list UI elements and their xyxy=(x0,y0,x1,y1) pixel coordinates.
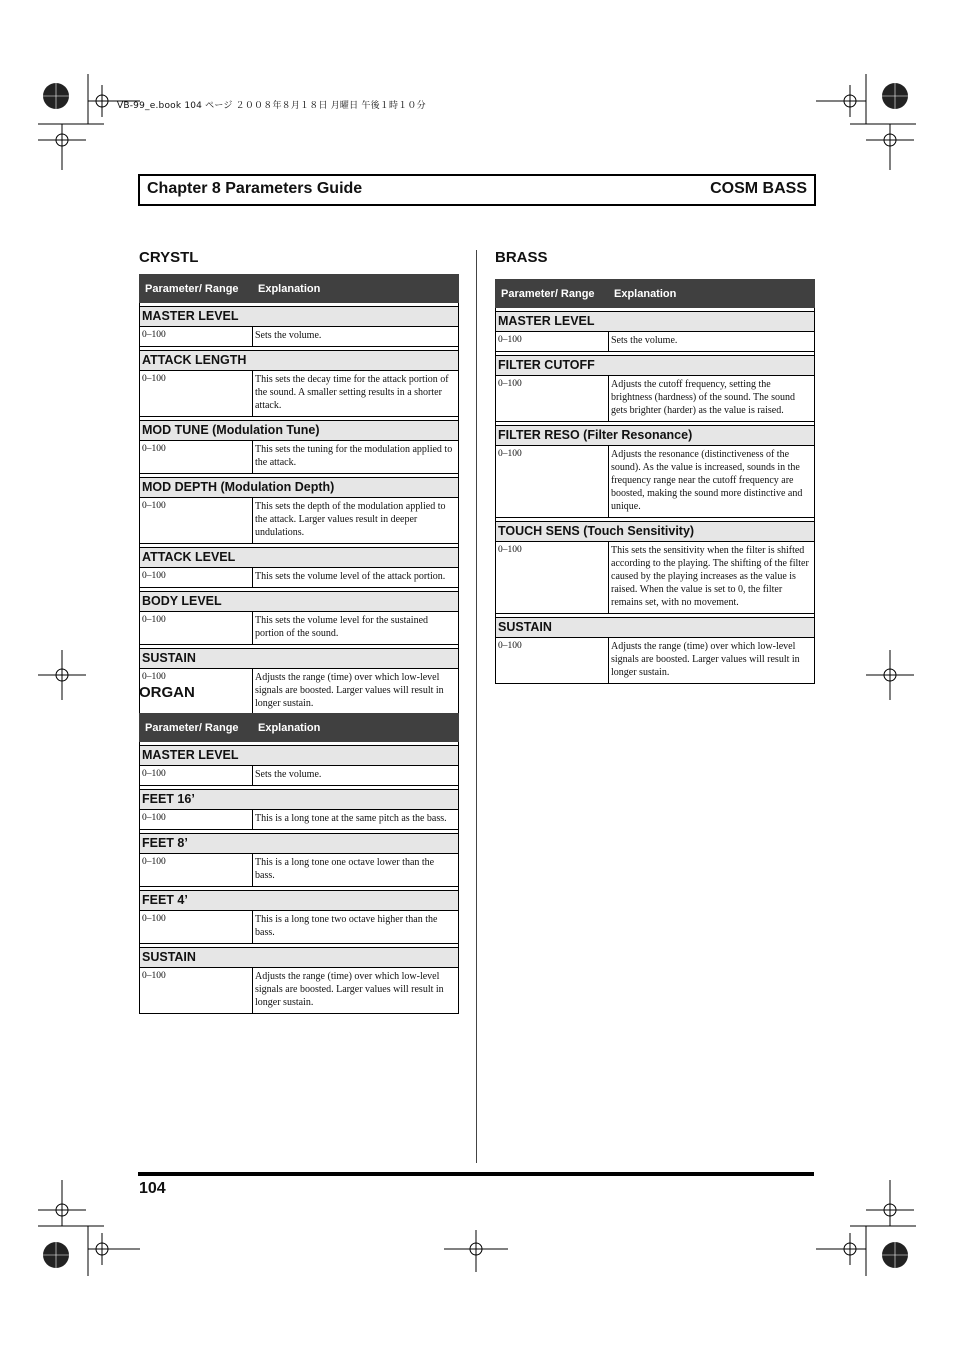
parameter-row xyxy=(140,891,459,911)
value-row xyxy=(140,441,459,474)
parameter-row xyxy=(496,312,815,332)
value-row xyxy=(140,371,459,417)
parameter-row xyxy=(140,421,459,441)
chapter-title: Chapter 8 Parameters Guide xyxy=(147,180,363,197)
parameter-row xyxy=(140,478,459,498)
header-param-range: Parameter/ Range xyxy=(496,280,609,308)
header-explanation: Explanation xyxy=(609,280,815,308)
parameter-row xyxy=(140,307,459,327)
organ-table xyxy=(139,713,459,1014)
parameter-range: 0–100 xyxy=(140,854,253,887)
parameter-range: 0–100 xyxy=(140,669,253,715)
parameter-name: ATTACK LEVEL xyxy=(140,548,459,568)
parameter-name: TOUCH SENS (Touch Sensitivity) xyxy=(496,522,815,542)
parameter-range: 0–100 xyxy=(140,612,253,645)
parameter-row xyxy=(140,834,459,854)
parameter-row xyxy=(140,790,459,810)
parameter-name: MASTER LEVEL xyxy=(496,312,815,332)
value-row xyxy=(140,968,459,1014)
parameter-explanation: Adjusts the resonance (distinctiveness of the sound). As the value is increased, sounds in the frequency range near the cutoff frequency are boosted, making the sound more distinctive and unique. xyxy=(609,446,815,518)
parameter-row xyxy=(140,351,459,371)
parameter-explanation: This sets the sensitivity when the filter is shifted according to the playing. The shifting of the filter caused by the playing increases as the value is raised. When the value is set to 0, the filter remains set, with no movement. xyxy=(609,542,815,614)
parameter-range: 0–100 xyxy=(140,498,253,544)
parameter-explanation: This is a long tone two octave higher than the bass. xyxy=(253,911,459,944)
crystl-table xyxy=(139,274,459,715)
parameter-explanation: This sets the depth of the modulation applied to the attack. Larger values result in deeper undulations. xyxy=(253,498,459,544)
parameter-row xyxy=(496,522,815,542)
parameter-name: ATTACK LENGTH xyxy=(140,351,459,371)
parameter-range: 0–100 xyxy=(140,766,253,786)
parameter-row xyxy=(496,356,815,376)
parameter-row xyxy=(140,548,459,568)
parameter-explanation: This sets the volume level of the attack portion. xyxy=(253,568,459,588)
parameter-row xyxy=(496,618,815,638)
parameter-range: 0–100 xyxy=(140,441,253,474)
value-row xyxy=(496,446,815,518)
crystl-heading: CRYSTL xyxy=(139,249,199,266)
parameter-name: FEET 8’ xyxy=(140,834,459,854)
header-explanation: Explanation xyxy=(253,714,459,742)
parameter-explanation: Adjusts the range (time) over which low-level signals are boosted. Larger values will result in longer sustain. xyxy=(253,968,459,1014)
footer-rule xyxy=(138,1172,814,1176)
parameter-explanation: Adjusts the cutoff frequency, setting the brightness (hardness) of the sound. The sound gets brighter (harder) as the value is raised. xyxy=(609,376,815,422)
file-label: VB-99_e.book 104 ページ ２００８年８月１８日 月曜日 午後１時１０分 xyxy=(117,101,426,111)
value-row xyxy=(496,376,815,422)
parameter-name: SUSTAIN xyxy=(496,618,815,638)
header-param-range: Parameter/ Range xyxy=(140,714,253,742)
value-row xyxy=(496,542,815,614)
value-row xyxy=(140,568,459,588)
value-row xyxy=(140,612,459,645)
parameter-name: MOD DEPTH (Modulation Depth) xyxy=(140,478,459,498)
parameter-explanation: This is a long tone one octave lower than the bass. xyxy=(253,854,459,887)
value-row xyxy=(140,766,459,786)
parameter-name: MASTER LEVEL xyxy=(140,746,459,766)
parameter-explanation: Sets the volume. xyxy=(253,327,459,347)
brass-heading: BRASS xyxy=(495,249,548,266)
page-number: 104 xyxy=(139,1180,166,1197)
parameter-row xyxy=(140,746,459,766)
parameter-range: 0–100 xyxy=(140,968,253,1014)
parameter-explanation: This sets the tuning for the modulation applied to the attack. xyxy=(253,441,459,474)
header-explanation: Explanation xyxy=(253,275,459,303)
parameter-row xyxy=(140,592,459,612)
parameter-name: FILTER CUTOFF xyxy=(496,356,815,376)
parameter-explanation: Sets the volume. xyxy=(609,332,815,352)
parameter-name: BODY LEVEL xyxy=(140,592,459,612)
parameter-explanation: Adjusts the range (time) over which low-level signals are boosted. Larger values will result in longer sustain. xyxy=(253,669,459,715)
parameter-range: 0–100 xyxy=(496,446,609,518)
parameter-range: 0–100 xyxy=(496,542,609,614)
parameter-name: FEET 16’ xyxy=(140,790,459,810)
parameter-name: FILTER RESO (Filter Resonance) xyxy=(496,426,815,446)
chapter-header xyxy=(138,174,816,206)
column-divider xyxy=(476,250,477,1163)
value-row xyxy=(140,911,459,944)
brass-table xyxy=(495,279,815,684)
section-title: COSM BASS xyxy=(710,180,807,197)
value-row xyxy=(140,498,459,544)
parameter-range: 0–100 xyxy=(496,332,609,352)
parameter-range: 0–100 xyxy=(140,810,253,830)
parameter-explanation: This sets the volume level for the sustained portion of the sound. xyxy=(253,612,459,645)
organ-heading: ORGAN xyxy=(139,684,195,701)
parameter-row xyxy=(140,649,459,669)
parameter-range: 0–100 xyxy=(140,911,253,944)
parameter-range: 0–100 xyxy=(140,568,253,588)
parameter-explanation: Adjusts the range (time) over which low-level signals are boosted. Larger values will result in longer sustain. xyxy=(609,638,815,684)
parameter-range: 0–100 xyxy=(140,371,253,417)
parameter-name: SUSTAIN xyxy=(140,649,459,669)
parameter-range: 0–100 xyxy=(496,376,609,422)
value-row xyxy=(140,810,459,830)
table-header-row xyxy=(496,280,815,308)
parameter-explanation: Sets the volume. xyxy=(253,766,459,786)
parameter-row xyxy=(140,948,459,968)
parameter-row xyxy=(496,426,815,446)
table-header-row xyxy=(140,275,459,303)
parameter-name: MOD TUNE (Modulation Tune) xyxy=(140,421,459,441)
parameter-explanation: This sets the decay time for the attack portion of the sound. A smaller setting results in a shorter attack. xyxy=(253,371,459,417)
value-row xyxy=(140,854,459,887)
value-row xyxy=(140,327,459,347)
value-row xyxy=(496,638,815,684)
value-row xyxy=(496,332,815,352)
parameter-range: 0–100 xyxy=(496,638,609,684)
parameter-name: SUSTAIN xyxy=(140,948,459,968)
parameter-range: 0–100 xyxy=(140,327,253,347)
parameter-name: FEET 4’ xyxy=(140,891,459,911)
parameter-name: MASTER LEVEL xyxy=(140,307,459,327)
header-param-range: Parameter/ Range xyxy=(140,275,253,303)
parameter-explanation: This is a long tone at the same pitch as the bass. xyxy=(253,810,459,830)
table-header-row xyxy=(140,714,459,742)
